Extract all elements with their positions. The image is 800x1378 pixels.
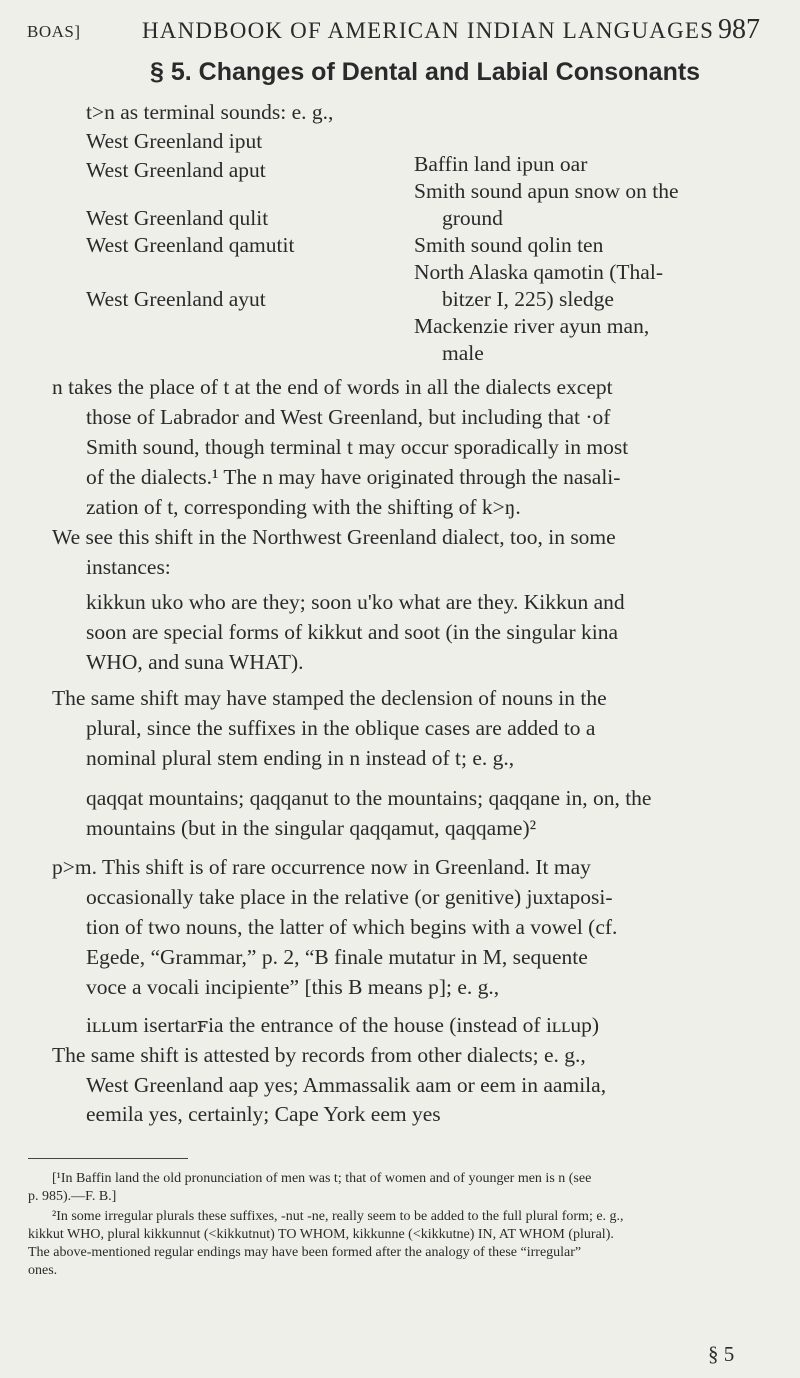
- para5-line-9: eemila yes, certainly; Cape York eem yes: [86, 1102, 441, 1126]
- footnote-2-line-4: ones.: [28, 1263, 58, 1278]
- footnote-1-line-1: [¹In Baffin land the old pronunciation of men was t; that of women and of younger men is n (see: [52, 1171, 592, 1186]
- para3-line-3: WHO, and suna WHAT).: [86, 650, 304, 674]
- example-right-4: North Alaska qamotin (Thal-: [414, 260, 663, 284]
- example-left-5: West Greenland ayut: [86, 287, 266, 311]
- para4-line-1: The same shift may have stamped the declension of nouns in the: [52, 686, 607, 710]
- footnote-2-line-1: ²In some irregular plurals these suffixes, -nut -ne, really seem to be added to the full plural form; e. g.,: [52, 1209, 624, 1224]
- para4-line-2: plural, since the suffixes in the oblique cases are added to a: [86, 716, 596, 740]
- para2-line-1: We see this shift in the Northwest Greenland dialect, too, in some: [52, 525, 616, 549]
- example-right-2: Smith sound apun snow on the: [414, 179, 679, 203]
- example-left-1: West Greenland iput: [86, 129, 263, 153]
- para4-line-4: qaqqat mountains; qaqqanut to the mountains; qaqqane in, on, the: [86, 786, 652, 810]
- running-head-title: HANDBOOK OF AMERICAN INDIAN LANGUAGES: [142, 18, 715, 43]
- para5-line-2: occasionally take place in the relative (or genitive) juxtaposi-: [86, 885, 613, 909]
- footnote-2-line-3: The above-mentioned regular endings may have been formed after the analogy of these “irregular”: [28, 1245, 582, 1260]
- para3-line-2: soon are special forms of kikkut and soot (in the singular kina: [86, 620, 619, 644]
- intro-line: t>n as terminal sounds: e. g.,: [86, 100, 334, 124]
- example-right-3: Smith sound qolin ten: [414, 233, 604, 257]
- example-right-5: Mackenzie river ayun man,: [414, 314, 650, 338]
- footnote-rule: [28, 1158, 188, 1159]
- footnote-2-line-2: kikkut WHO, plural kikkunnut (<kikkutnut) TO WHOM, kikkunne (<kikkutne) IN, AT WHOM (plural).: [28, 1227, 614, 1242]
- example-left-3: West Greenland qulit: [86, 206, 269, 230]
- page-number: 987: [718, 14, 760, 45]
- example-right-4b: bitzer I, 225) sledge: [442, 287, 614, 311]
- example-right-2b: ground: [442, 206, 503, 230]
- footnote-1-line-2: p. 985).—F. B.]: [28, 1189, 117, 1204]
- para3-line-1: kikkun uko who are they; soon u'ko what are they. Kikkun and: [86, 590, 625, 614]
- para1-line-4: of the dialects.¹ The n may have originated through the nasali-: [86, 465, 621, 489]
- para5-line-8: West Greenland aap yes; Ammassalik aam or eem in aamila,: [86, 1073, 607, 1097]
- para5-line-6: iʟʟum isertarꜰia the entrance of the house (instead of iʟʟup): [86, 1013, 600, 1037]
- para5-line-7: The same shift is attested by records from other dialects; e. g.,: [52, 1043, 586, 1067]
- section-footer-mark: § 5: [708, 1342, 735, 1366]
- para2-line-2: instances:: [86, 555, 171, 579]
- para4-line-5: mountains (but in the singular qaqqamut, qaqqame)²: [86, 816, 537, 840]
- para1-line-3: Smith sound, though terminal t may occur sporadically in most: [86, 435, 629, 459]
- example-right-1: Baffin land ipun oar: [414, 152, 588, 176]
- para1-line-1: n takes the place of t at the end of words in all the dialects except: [52, 375, 613, 399]
- para5-line-5: voce a vocali incipiente” [this B means p]; e. g.,: [86, 975, 500, 999]
- para5-line-3: tion of two nouns, the latter of which begins with a vowel (cf.: [86, 915, 618, 939]
- para1-line-5: zation of t, corresponding with the shifting of k>ŋ.: [86, 495, 521, 519]
- para4-line-3: nominal plural stem ending in n instead of t; e. g.,: [86, 746, 515, 770]
- example-right-5b: male: [442, 341, 484, 365]
- example-left-2: West Greenland aput: [86, 158, 266, 182]
- para1-line-2: those of Labrador and West Greenland, but including that ·of: [86, 405, 611, 429]
- running-head-author: BOAS]: [27, 22, 81, 41]
- para5-line-4: Egede, “Grammar,” p. 2, “B finale mutatur in M, sequente: [86, 945, 588, 969]
- example-left-4: West Greenland qamutit: [86, 233, 295, 257]
- para5-line-1: p>m. This shift is of rare occurrence now in Greenland. It may: [52, 855, 591, 879]
- section-title: § 5. Changes of Dental and Labial Consonants: [150, 58, 701, 86]
